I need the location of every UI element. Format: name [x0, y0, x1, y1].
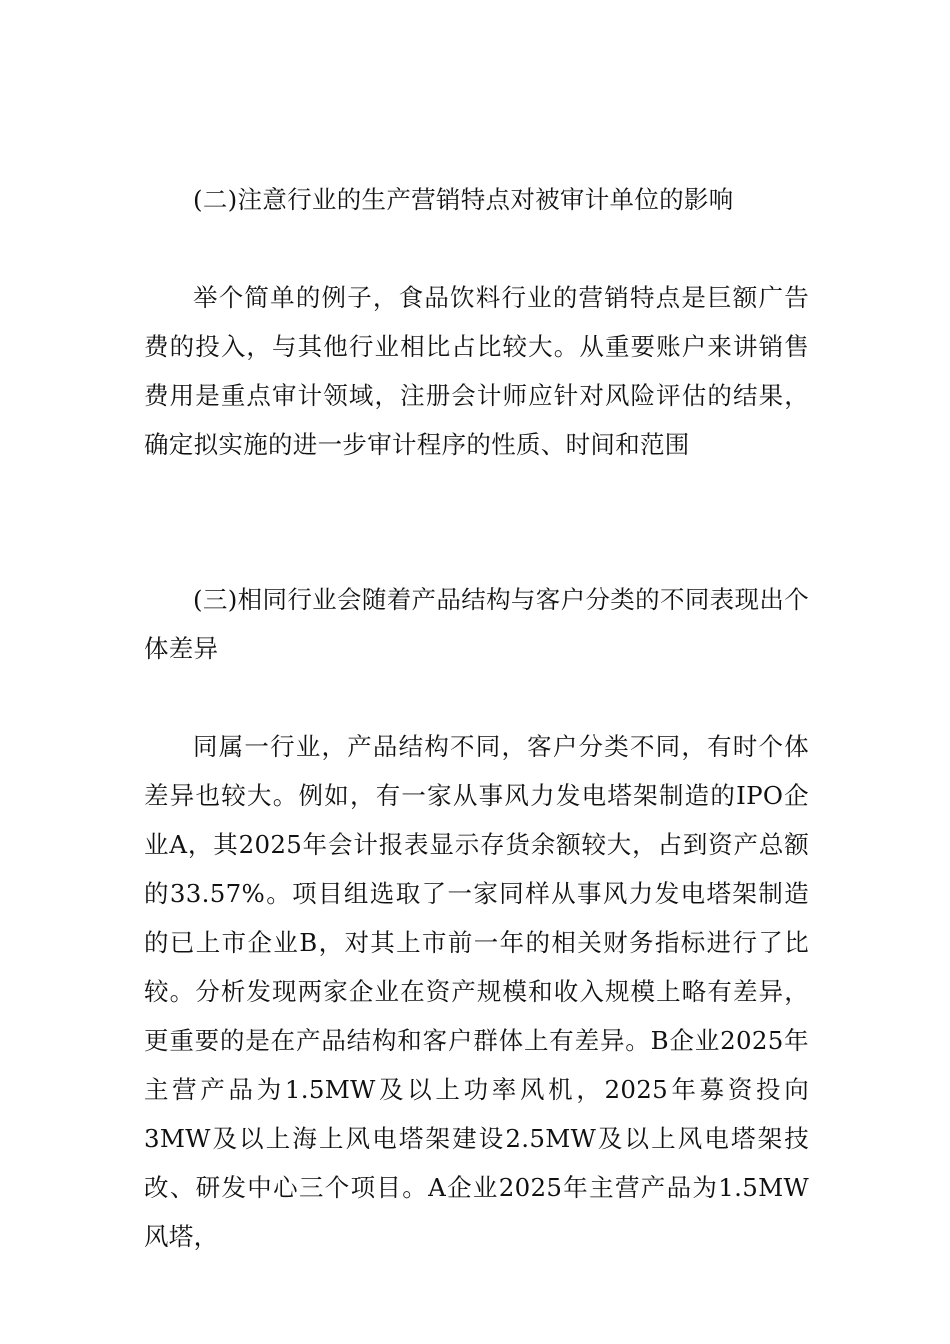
section-heading-3: (三)相同行业会随着产品结构与客户分类的不同表现出个体差异 [144, 585, 809, 663]
paragraph-wind-tower-example: 同属一行业，产品结构不同，客户分类不同，有时个体差异也较大。例如，有一家从事风力发电塔架制造的IPO企业A，其2025年会计报表显示存货余额较大，占到资产总额的33.57%。项目组选取了一家同样从事风力发电塔架制造的已上市企业B，对其上市前一年的相关财务指标进行了比较。分析发现两家企业在资产规模和收入规模上略有差异，更重要的是在产品结构和客户群体上有差异。B企业2025年主营产品为1.5MW及以上功率风机，2025年募资投向3MW及以上海上风电塔架建设2.5MW及以上风电塔架技改、研发中心三个项目。A企业2025年主营产品为1.5MW风塔， [144, 732, 809, 1251]
section-heading-2: (二)注意行业的生产营销特点对被审计单位的影响 [193, 185, 734, 214]
paragraph-food-beverage-example: 举个简单的例子，食品饮料行业的营销特点是巨额广告费的投入，与其他行业相比占比较大。从重要账户来讲销售费用是重点审计领域，注册会计师应针对风险评估的结果，确定拟实施的进一步审计程序的性质、时间和范围 [144, 283, 809, 459]
